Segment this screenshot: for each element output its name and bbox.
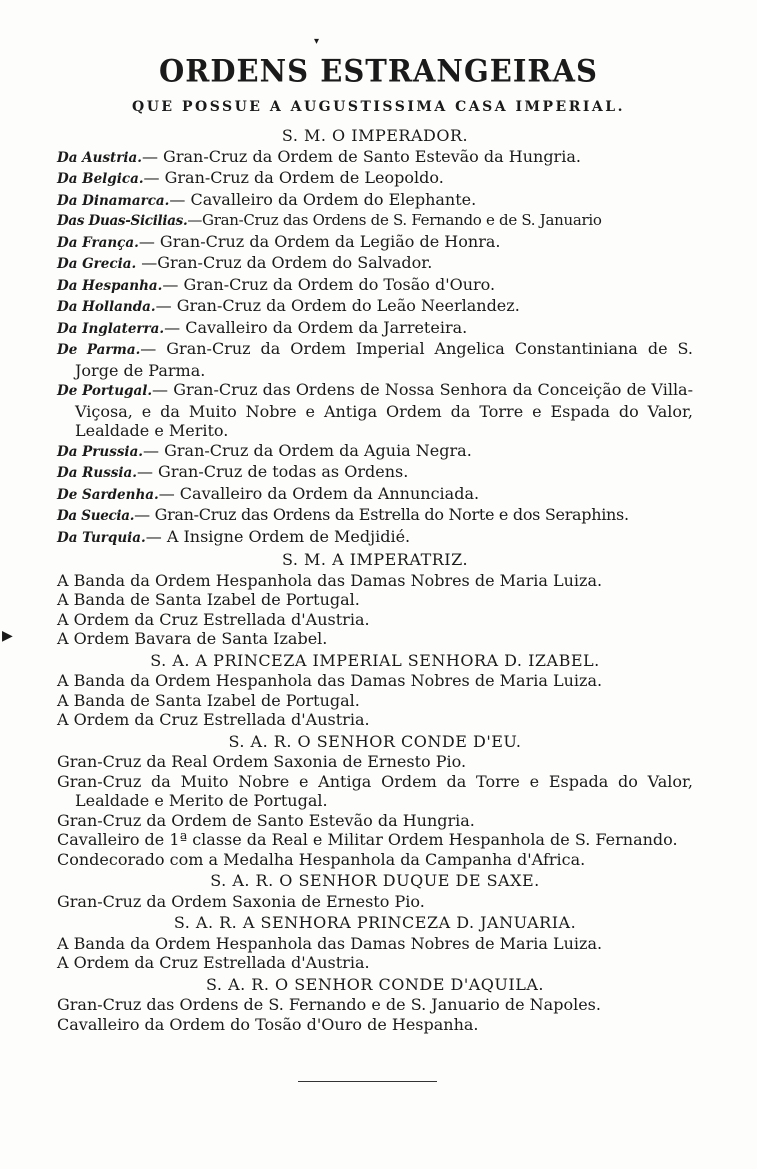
order-line: Gran-Cruz da Ordem de Santo Estevão da Hungria. [57,810,475,830]
order-entry [57,211,693,232]
order-text: — Gran-Cruz das Ordens da Estrella do Norte e dos Seraphins. [134,505,629,524]
section-heading: S. A. R. O SENHOR CONDE D'AQUILA. [206,974,544,994]
order-line: A Ordem da Cruz Estrellada d'Austria. [57,953,370,972]
order-line: A Ordem da Cruz Estrellada d'Austria. [57,710,370,729]
order-line: A Ordem Bavara de Santa Izabel. [57,629,328,648]
order-line: A Banda da Ordem Hespanhola das Damas Nobres de Maria Luiza. [57,933,603,953]
closing-rule [298,1081,437,1082]
ink-speck: ▾ [314,36,320,47]
country-name: Da Suecia. [57,508,135,524]
section-heading: S. A. A PRINCEZA IMPERIAL SENHORA D. IZABEL. [150,650,600,670]
section-heading: S. A. R. A SENHORA PRINCEZA D. JANUARIA. [173,913,577,932]
order-line: Gran-Cruz da Muito Nobre e Antiga Ordem da Torre e Espada do Valor, Lealdade e Merito de Portugal. [57,771,693,810]
order-entry [57,527,693,549]
country-name: Da Russia. [57,465,137,481]
country-name: Da Prussia. [57,443,144,460]
country-name: Da Belgica. [57,171,144,187]
section-heading: S. A. R. O SENHOR DUQUE DE SAXE. [210,871,540,890]
order-text: — Gran-Cruz da Ordem de Leopoldo. [143,168,444,187]
order-entry [57,318,693,340]
order-text: — Gran-Cruz da Ordem da Aguia Negra. [143,440,472,460]
order-line: A Banda de Santa Izabel de Portugal. [57,690,360,710]
order-line: Cavalleiro da Ordem do Tosão d'Ouro de Hespanha. [57,1014,479,1034]
order-line: A Banda da Ordem Hespanhola das Damas Nobres de Maria Luiza. [57,570,603,590]
country-name: De Parma. [57,342,141,358]
order-entry [57,232,693,254]
order-text: — Gran-Cruz da Ordem do Leão Neerlandez. [155,296,520,315]
country-name: Da Hespanha. [57,277,163,294]
order-entry [57,190,693,212]
order-entry [57,339,693,380]
order-line: Gran-Cruz da Ordem Saxonia de Ernesto Pio. [57,891,425,911]
order-line: Gran-Cruz da Real Ordem Saxonia de Ernesto Pio. [57,752,467,771]
order-line: A Banda da Ordem Hespanhola das Damas Nobres de Maria Luiza. [57,671,603,690]
order-line: Cavalleiro de 1ª classe da Real e Militar Ordem Hespanhola de S. Fernando. [57,830,678,849]
order-line: A Banda de Santa Izabel de Portugal. [57,590,360,609]
order-entry [57,275,693,297]
order-text: — Gran-Cruz da Ordem da Legião de Honra. [138,231,501,251]
country-name: Da Turquia. [57,529,146,546]
order-line: Condecorado com a Medalha Hespanhola da Campanha d'Africa. [57,849,586,869]
order-entry [57,168,693,190]
country-name: De Portugal. [57,383,153,399]
order-text: — Gran-Cruz da Ordem do Tosão d'Ouro. [162,274,496,294]
country-name: De Sardenha. [57,486,159,503]
page-subtitle: QUE POSSUE A AUGUSTISSIMA CASA IMPERIAL. [132,99,625,115]
country-name: Da Dinamarca. [57,192,170,209]
order-entry [57,441,693,463]
order-entry [57,296,693,318]
orders-list [57,124,693,1034]
order-text: — Cavalleiro da Ordem do Elephante. [169,189,477,209]
order-entry [57,462,693,484]
margin-mark: ▶ [2,628,13,644]
order-text: — Gran-Cruz de todas as Ordens. [136,462,409,481]
order-entry [57,484,693,506]
order-text: — Gran-Cruz da Ordem Imperial Angelica Constantiniana de S. Jorge de Parma. [75,339,693,380]
section-heading: S. M. A IMPERATRIZ. [281,550,469,569]
country-name: Das Duas-Sicilias. [57,213,188,229]
order-line: Gran-Cruz das Ordens de S. Fernando e de S. Januario de Napoles. [57,995,601,1014]
country-name: Da Hollanda. [57,299,156,315]
order-text: — A Insigne Ordem de Medjidié. [145,526,411,546]
country-name: Da Austria. [57,149,142,166]
order-text: — Cavalleiro da Ordem da Annunciada. [158,483,480,503]
country-name: Da Grecia. [57,256,137,272]
order-text: — Gran-Cruz da Ordem de Santo Estevão da Hungria. [141,146,581,166]
order-text: —Gran-Cruz das Ordens de S. Fernando e de S. Januario [187,211,602,229]
order-entry [57,147,693,169]
country-name: Da França. [57,234,139,251]
order-text: — Cavalleiro da Ordem da Jarreteira. [164,317,468,337]
order-text: —Gran-Cruz da Ordem do Salvador. [136,253,433,272]
order-text: — Gran-Cruz das Ordens de Nossa Senhora da Conceição de Villa-Viçosa, e da Muito Nobre e Antiga Ordem da Torre e Espada do Valor, Lealdade e Merito. [75,380,694,440]
order-line: A Ordem da Cruz Estrellada d'Austria. [57,609,370,629]
page-title: ORDENS ESTRANGEIRAS [159,53,598,89]
section-heading: S. M. O IMPERADOR. [281,126,469,145]
country-name: Da Inglaterra. [57,320,165,337]
order-entry [57,253,693,275]
order-entry [57,380,693,441]
order-entry [57,505,693,527]
section-heading: S. A. R. O SENHOR CONDE D'EU. [228,731,522,751]
